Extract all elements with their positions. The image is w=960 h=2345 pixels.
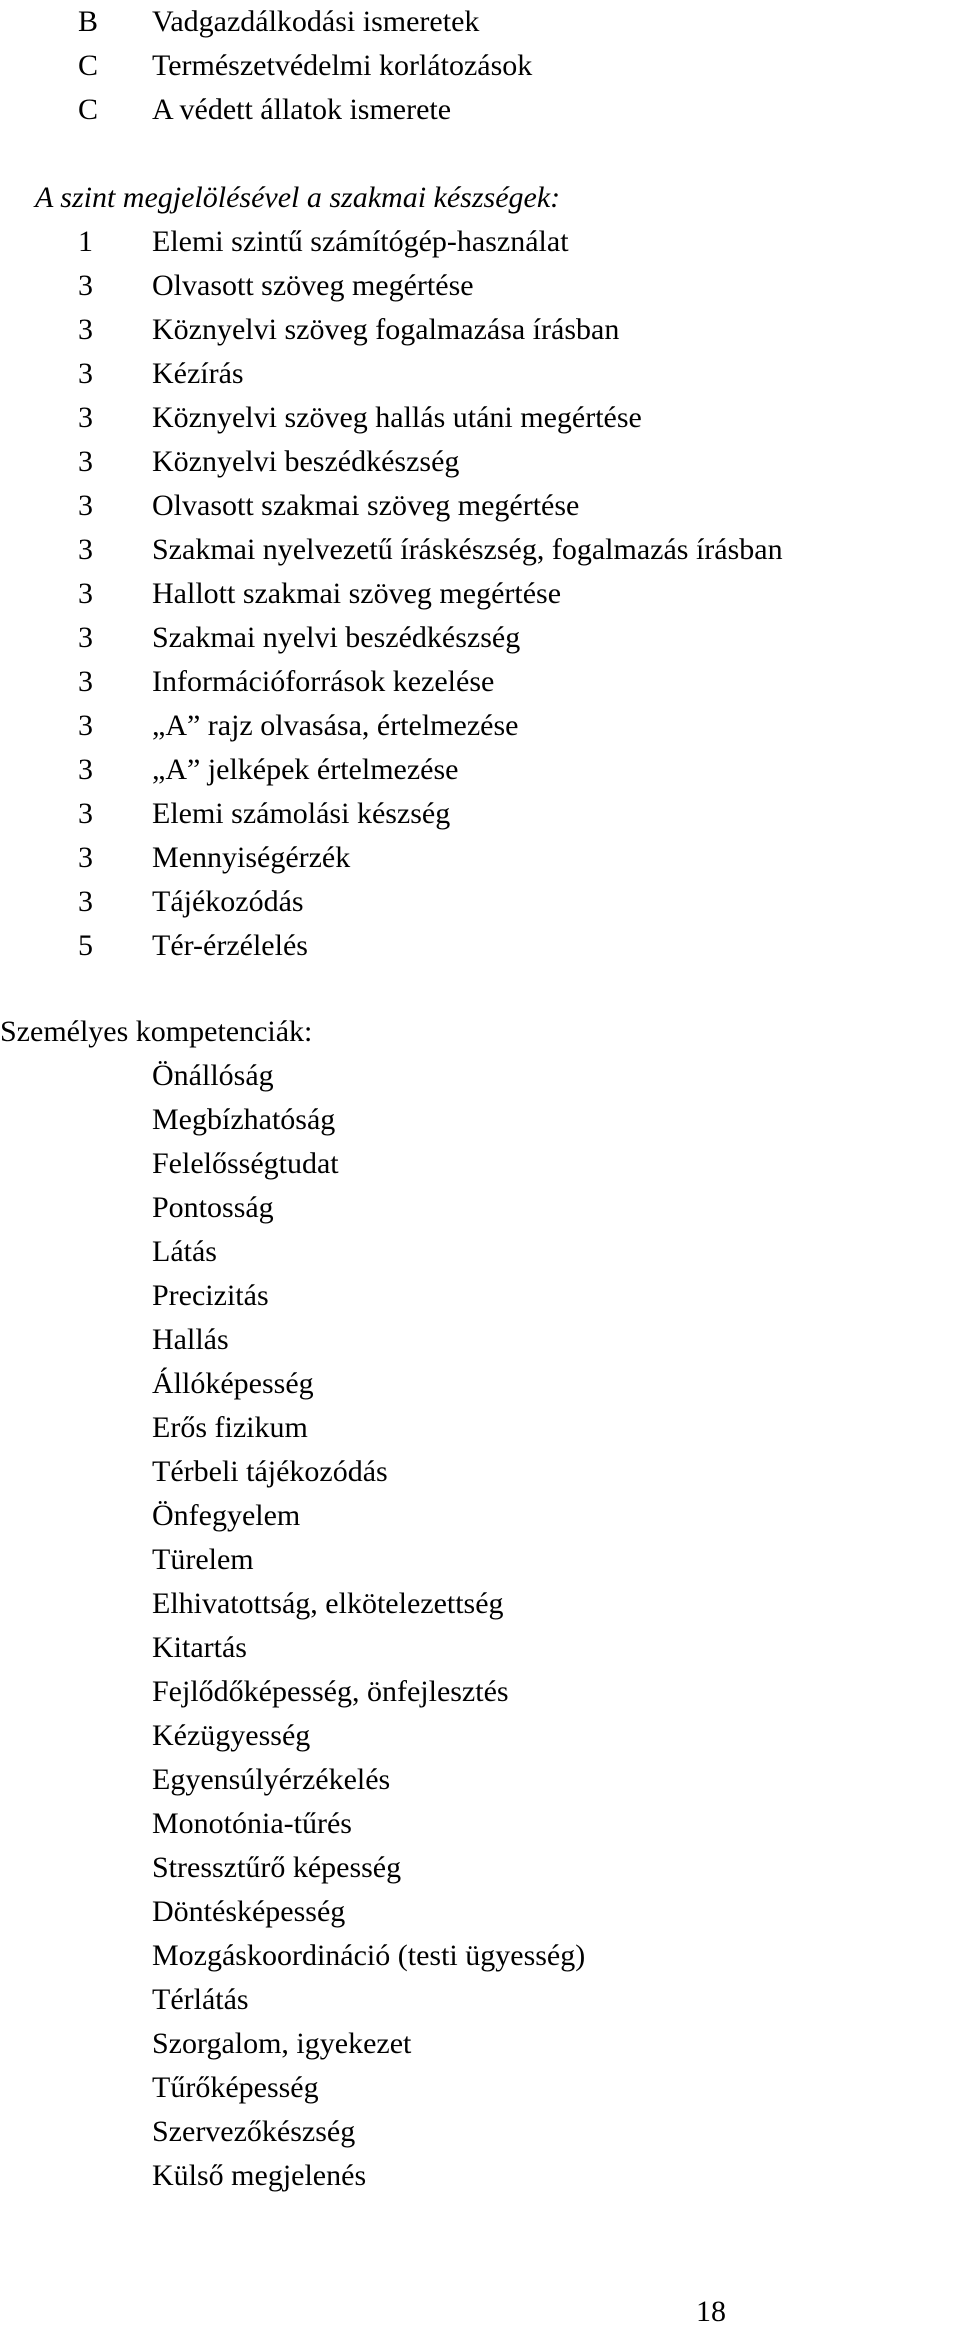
competency-item: [0, 1406, 960, 1450]
skill-level: 3: [78, 709, 93, 742]
competency-text: Stressztűrő képesség: [152, 1851, 402, 1884]
competency-item: [0, 1670, 960, 1714]
top-list: [0, 0, 960, 132]
competency-text: Látás: [152, 1235, 217, 1268]
competency-item: [0, 2066, 960, 2110]
skill-level: 1: [78, 225, 93, 258]
skill-level: 3: [78, 841, 93, 874]
skill-row: [0, 484, 960, 528]
competency-item: [0, 1846, 960, 1890]
skill-row: [0, 880, 960, 924]
list-item: [0, 88, 960, 132]
competency-item: [0, 1318, 960, 1362]
competency-item: [0, 1274, 960, 1318]
skill-text: „A” jelképek értelmezése: [152, 753, 459, 786]
competency-text: Fejlődőképesség, önfejlesztés: [152, 1675, 509, 1708]
competency-text: Kézügyesség: [152, 1719, 311, 1752]
skill-text: Olvasott szöveg megértése: [152, 269, 474, 302]
competencies-heading-row: [0, 1010, 960, 1054]
skill-row: [0, 220, 960, 264]
item-text: A védett állatok ismerete: [152, 93, 452, 126]
skill-level: 5: [78, 929, 93, 962]
skills-section: [0, 176, 960, 968]
item-code: C: [78, 93, 99, 126]
skill-text: Tájékozódás: [152, 885, 304, 918]
skills-heading-row: [0, 176, 960, 220]
competency-item: [0, 1582, 960, 1626]
skill-row: [0, 440, 960, 484]
competency-item: [0, 2110, 960, 2154]
skill-row: [0, 836, 960, 880]
competency-text: Elhivatottság, elkötelezettség: [152, 1587, 504, 1620]
item-code: B: [78, 5, 99, 38]
skill-text: Köznyelvi beszédkészség: [152, 445, 460, 478]
competency-text: Állóképesség: [152, 1367, 314, 1400]
competency-item: [0, 1230, 960, 1274]
page-number: 18: [696, 2295, 726, 2328]
competency-item: [0, 1142, 960, 1186]
competency-text: Erős fizikum: [152, 1411, 308, 1444]
competency-item: [0, 2022, 960, 2066]
competency-text: Pontosság: [152, 1191, 274, 1224]
competency-text: Megbízhatóság: [152, 1103, 336, 1136]
skill-row: [0, 396, 960, 440]
skill-text: Olvasott szakmai szöveg megértése: [152, 489, 580, 522]
skill-level: 3: [78, 489, 93, 522]
skill-level: 3: [78, 357, 93, 390]
skill-level: 3: [78, 445, 93, 478]
competency-item: [0, 2154, 960, 2198]
skill-row: [0, 616, 960, 660]
skill-text: „A” rajz olvasása, értelmezése: [152, 709, 519, 742]
competency-item: [0, 1186, 960, 1230]
skills-heading: A szint megjelölésével a szakmai készségek:: [35, 181, 561, 214]
skill-row: [0, 660, 960, 704]
skill-level: 3: [78, 621, 93, 654]
skill-row: [0, 264, 960, 308]
skill-row: [0, 792, 960, 836]
skill-level: 3: [78, 269, 93, 302]
competency-text: Önfegyelem: [152, 1499, 301, 1532]
competency-text: Szervezőkészség: [152, 2115, 356, 2148]
skill-text: Hallott szakmai szöveg megértése: [152, 577, 562, 610]
skill-row: [0, 748, 960, 792]
skill-text: Köznyelvi szöveg fogalmazása írásban: [152, 313, 620, 346]
competency-item: [0, 1054, 960, 1098]
competency-item: [0, 1362, 960, 1406]
competency-item: [0, 1802, 960, 1846]
skill-text: Köznyelvi szöveg hallás utáni megértése: [152, 401, 642, 434]
skill-level: 3: [78, 753, 93, 786]
skill-text: Információforrások kezelése: [152, 665, 495, 698]
skill-row: [0, 572, 960, 616]
skill-level: 3: [78, 533, 93, 566]
skill-text: Kézírás: [152, 357, 244, 390]
competency-text: Mozgáskoordináció (testi ügyesség): [152, 1939, 586, 1972]
item-code: C: [78, 49, 99, 82]
skill-text: Szakmai nyelvi beszédkészség: [152, 621, 521, 654]
skill-text: Tér-érzélelés: [152, 929, 308, 962]
item-text: Vadgazdálkodási ismeretek: [152, 5, 480, 38]
competency-item: [0, 1626, 960, 1670]
list-item: [0, 44, 960, 88]
competency-text: Hallás: [152, 1323, 229, 1356]
competency-text: Döntésképesség: [152, 1895, 346, 1928]
competencies-section: [0, 1010, 960, 2198]
skill-row: [0, 704, 960, 748]
competency-text: Egyensúlyérzékelés: [152, 1763, 391, 1796]
competency-text: Szorgalom, igyekezet: [152, 2027, 412, 2060]
competency-item: [0, 1714, 960, 1758]
competency-text: Felelősségtudat: [152, 1147, 339, 1180]
skill-row: [0, 924, 960, 968]
competency-item: [0, 1098, 960, 1142]
skill-row: [0, 352, 960, 396]
skill-text: Szakmai nyelvezetű íráskészség, fogalmazás írásban: [152, 533, 783, 566]
competency-text: Tűrőképesség: [152, 2071, 319, 2104]
skill-level: 3: [78, 885, 93, 918]
competency-text: Térlátás: [152, 1983, 249, 2016]
competency-item: [0, 1890, 960, 1934]
competency-text: Önállóság: [152, 1059, 274, 1092]
skill-text: Elemi szintű számítógép-használat: [152, 225, 569, 258]
competency-text: Türelem: [152, 1543, 254, 1576]
competency-text: Térbeli tájékozódás: [152, 1455, 388, 1488]
competency-item: [0, 1978, 960, 2022]
skill-level: 3: [78, 577, 93, 610]
skill-level: 3: [78, 401, 93, 434]
skill-level: 3: [78, 313, 93, 346]
competency-item: [0, 1538, 960, 1582]
item-text: Természetvédelmi korlátozások: [152, 49, 533, 82]
skill-level: 3: [78, 797, 93, 830]
skill-text: Mennyiségérzék: [152, 841, 351, 874]
competency-item: [0, 1450, 960, 1494]
competency-item: [0, 1758, 960, 1802]
skill-row: [0, 308, 960, 352]
competency-item: [0, 1494, 960, 1538]
competency-text: Monotónia-tűrés: [152, 1807, 352, 1840]
competency-text: Precizitás: [152, 1279, 269, 1312]
competency-text: Kitartás: [152, 1631, 247, 1664]
skill-row: [0, 528, 960, 572]
competencies-heading: Személyes kompetenciák:: [0, 1015, 313, 1048]
skill-level: 3: [78, 665, 93, 698]
list-item: [0, 0, 960, 44]
skill-text: Elemi számolási készség: [152, 797, 451, 830]
competency-item: [0, 1934, 960, 1978]
competency-text: Külső megjelenés: [152, 2159, 367, 2192]
